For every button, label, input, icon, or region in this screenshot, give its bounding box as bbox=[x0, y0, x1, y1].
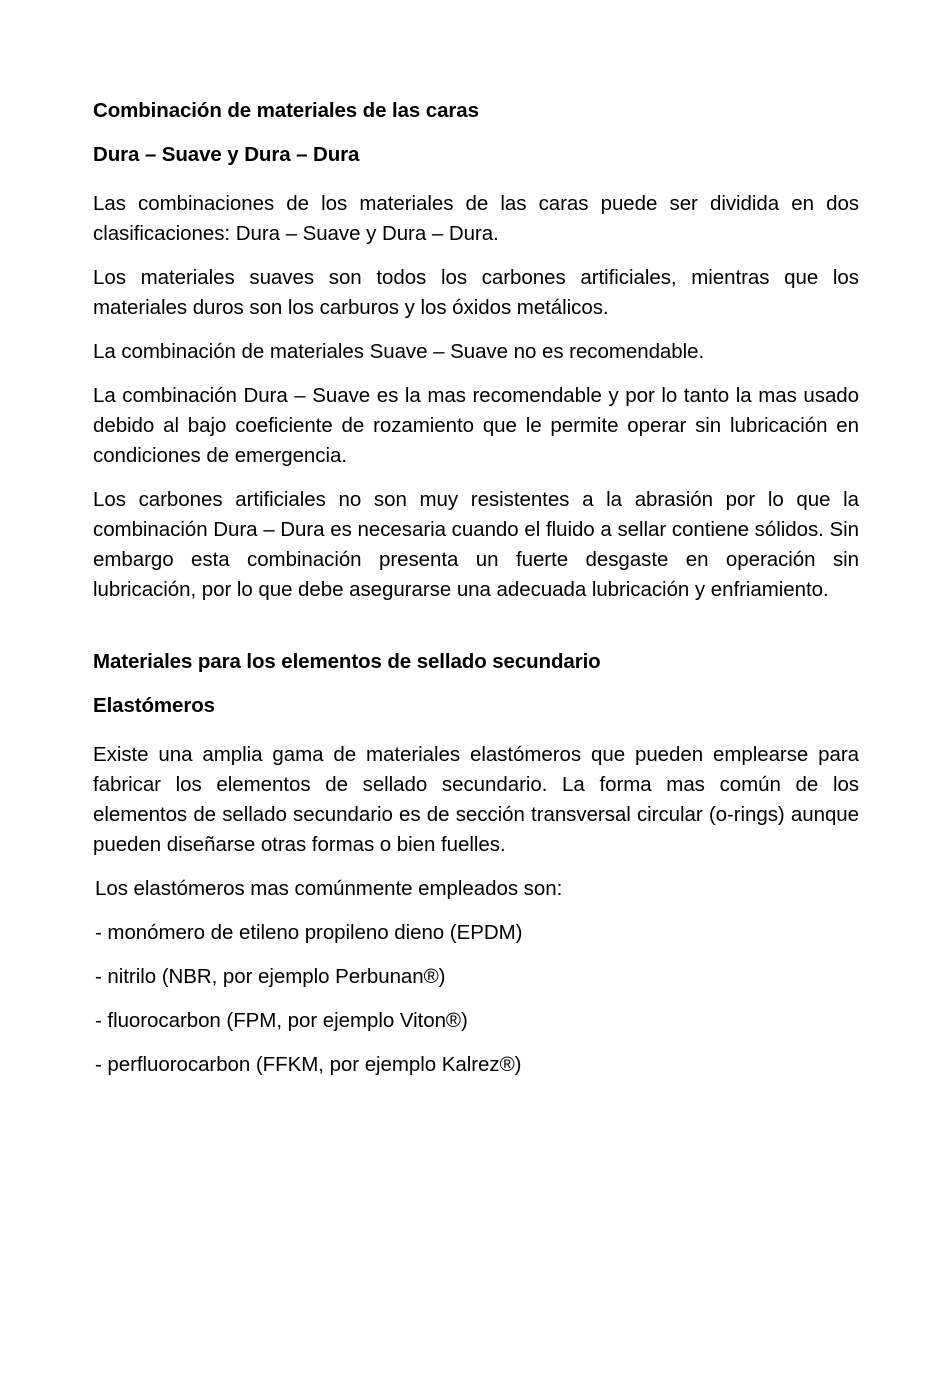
document-content bbox=[93, 101, 859, 1094]
list-item-fpm: - fluorocarbon (FPM, por ejemplo Viton®) bbox=[95, 1009, 468, 1032]
section-sellado-secundario bbox=[93, 652, 859, 1080]
list-item-epdm: - monómero de etileno propileno dieno (EPDM) bbox=[95, 921, 523, 944]
paragraph-materiales-suaves-duros: Los materiales suaves son todos los carbones artificiales, mientras que los materiales duros son los carburos y los óxidos metálicos. bbox=[93, 266, 859, 319]
list-item-ffkm: - perfluorocarbon (FFKM, por ejemplo Kalrez®) bbox=[95, 1053, 522, 1076]
paragraph-dura-suave-recomendable: La combinación Dura – Suave es la mas recomendable y por lo tanto la mas usado debido al bajo coeficiente de rozamiento que le permite operar sin lubricación en condiciones de emergencia. bbox=[93, 384, 859, 467]
section-subheading-elastomeros: Elastómeros bbox=[93, 693, 215, 717]
paragraph-combinaciones-clasificaciones: Las combinaciones de los materiales de las caras puede ser dividida en dos clasificaciones: Dura – Suave y Dura – Dura. bbox=[93, 192, 859, 245]
section-heading-combinacion-materiales: Combinación de materiales de las caras bbox=[93, 99, 479, 122]
section-subheading-dura-suave-dura-dura: Dura – Suave y Dura – Dura bbox=[93, 142, 360, 166]
section-materiales-caras bbox=[93, 101, 859, 605]
section-spacer bbox=[93, 605, 859, 652]
list-item-nbr: - nitrilo (NBR, por ejemplo Perbunan®) bbox=[95, 965, 446, 988]
list-intro-elastomeros-empleados: Los elastómeros mas comúnmente empleados son: bbox=[95, 877, 563, 900]
section-heading-materiales-sellado-secundario: Materiales para los elementos de sellado secundario bbox=[93, 650, 601, 673]
paragraph-suave-suave-no-recomendable: La combinación de materiales Suave – Suave no es recomendable. bbox=[93, 340, 705, 363]
paragraph-amplia-gama-elastomeros: Existe una amplia gama de materiales elastómeros que pueden emplearse para fabricar los elementos de sellado secundario. La forma mas común de los elementos de sellado secundario es de sección transversal circular (o-rings) aunque pueden diseñarse otras formas o bien fuelles. bbox=[93, 743, 859, 856]
paragraph-carbones-artificiales-abrasion: Los carbones artificiales no son muy resistentes a la abrasión por lo que la combinación Dura – Dura es necesaria cuando el fluido a sellar contiene sólidos. Sin embargo esta combinación presenta un fuerte desgaste en operación sin lubricación, por lo que debe asegurarse una adecuada lubricación y enfriamiento. bbox=[93, 488, 859, 601]
